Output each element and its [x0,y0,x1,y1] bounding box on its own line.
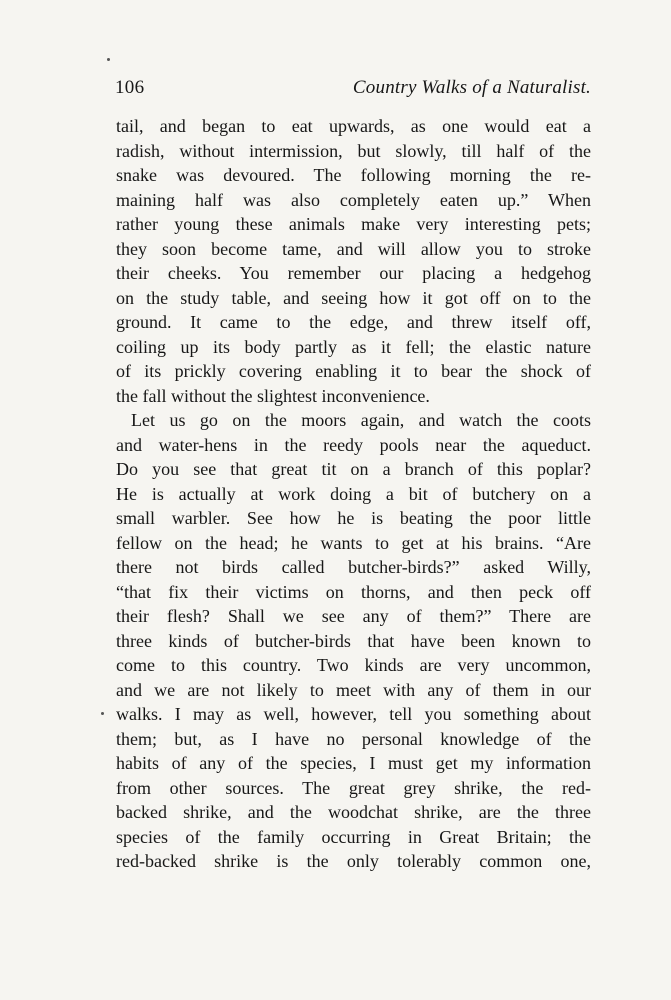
text-line: snake was devoured. The following morning the re- [116,165,591,185]
text-line: radish, without intermission, but slowly, till half of the [116,140,591,161]
text-line: them; but, as I have no personal knowledge of the [116,728,591,749]
text-line: maining half was also completely eaten up.” When [116,189,591,210]
text-line: coiling up its body partly as it fell; the elastic nature [116,336,591,357]
body-text [116,114,591,874]
text-line: backed shrike, and the woodchat shrike, are the three [116,802,591,822]
text-line: Do you see that great tit on a branch of this poplar? [116,459,591,479]
text-line: and we are not likely to meet with any of them in our [116,679,591,700]
text-line: habits of any of the species, I must get my information [116,753,591,773]
text-line: ground. It came to the edge, and threw itself off, [116,312,591,332]
paragraph-first-line: Let us go on the moors again, and watch the coots [131,410,591,430]
text-line: of its prickly covering enabling it to bear the shock of [116,361,591,381]
text-line: there not birds called butcher-birds?” asked Willy, [116,557,591,577]
page-header [115,74,591,104]
text-line: small warbler. See how he is beating the poor little [116,508,591,528]
text-line: they soon become tame, and will allow you to stroke [116,238,591,259]
text-line: three kinds of butcher-birds that have been known to [116,630,591,651]
margin-speck [107,58,110,61]
text-line: come to this country. Two kinds are very uncommon, [116,655,591,675]
text-line: fellow on the head; he wants to get at his brains. “Are [116,532,591,553]
text-line: on the study table, and seeing how it got off on to the [116,287,591,308]
text-line: rather young these animals make very interesting pets; [116,214,591,234]
text-line: their cheeks. You remember our placing a hedgehog [116,263,591,283]
text-line: species of the family occurring in Great Britain; the [116,826,591,847]
paragraph-last-line: the fall without the slightest inconvenience. [116,385,430,406]
running-title: Country Walks of a Naturalist. [352,77,591,98]
text-line: “that fix their victims on thorns, and then peck off [116,581,591,602]
text-line: their flesh? Shall we see any of them?” There are [116,606,591,626]
margin-speck [101,712,104,715]
text-line: walks. I may as well, however, tell you something about [116,704,591,724]
text-line: and water-hens in the reedy pools near the aqueduct. [116,434,591,455]
text-line: tail, and began to eat upwards, as one would eat a [116,116,591,136]
text-line: from other sources. The great grey shrike, the red- [116,777,591,798]
page-number: 106 [115,77,145,98]
text-line: red-backed shrike is the only tolerably common one, [116,851,591,871]
text-line: He is actually at work doing a bit of butchery on a [116,483,591,504]
